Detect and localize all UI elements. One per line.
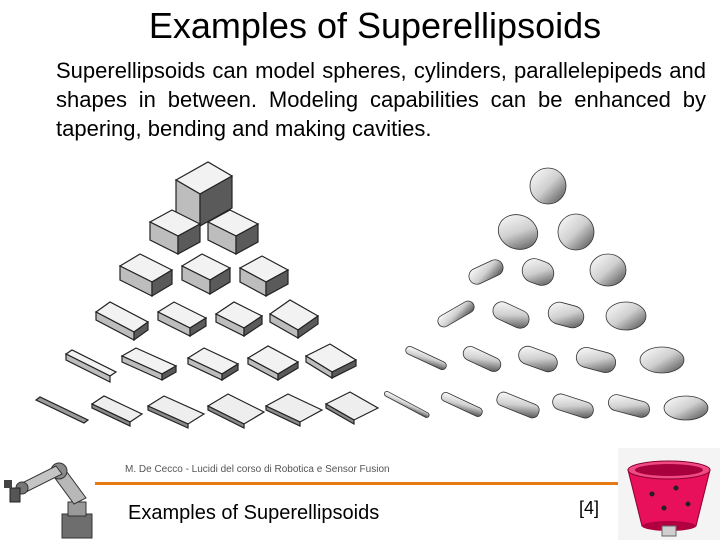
box-superellipsoid-pyramid	[36, 162, 378, 428]
box-shape	[240, 256, 288, 296]
rounded-shape	[461, 344, 503, 374]
box-shape	[66, 350, 116, 382]
box-shape	[188, 348, 238, 380]
box-shape	[120, 254, 172, 296]
rounded-shape	[551, 392, 596, 420]
footer-rule	[95, 482, 620, 485]
box-shape	[122, 348, 176, 380]
pink-bucket-icon	[618, 448, 720, 540]
box-shape	[270, 300, 318, 338]
box-shape	[182, 254, 230, 294]
box-shape	[148, 396, 204, 428]
rounded-shape	[606, 302, 646, 330]
rounded-shape	[516, 344, 560, 375]
rounded-shape	[404, 345, 447, 371]
rounded-shape	[558, 214, 594, 250]
box-shape	[92, 396, 142, 426]
footer-title: Examples of Superellipsoids	[128, 502, 380, 524]
rounded-shape	[590, 254, 626, 286]
rounded-shape	[495, 390, 541, 419]
slide-body-text: Superellipsoids can model spheres, cylinders, parallelepipeds and shapes in between. Modeling capabilities can be enhanced by tapering, bending and making cavities.	[56, 58, 706, 141]
footer-page-ref: [4]	[579, 498, 600, 518]
box-shape	[158, 302, 206, 336]
footer-credit: M. De Cecco - Lucidi del corso di Robotica e Sensor Fusion	[125, 464, 390, 475]
box-shape	[266, 394, 322, 426]
rounded-superellipsoid-pyramid	[384, 168, 708, 420]
rounded-shape	[490, 299, 532, 331]
rounded-shape	[546, 300, 586, 331]
rounded-shape	[519, 255, 557, 288]
box-shape	[96, 302, 148, 340]
box-shape	[208, 394, 264, 428]
robot-arm-icon	[4, 452, 119, 540]
box-shape	[248, 346, 298, 380]
box-shape	[36, 397, 88, 423]
slide-title: Examples of Superellipsoids	[148, 5, 602, 46]
superellipsoid-figure	[0, 150, 720, 450]
rounded-shape	[574, 345, 618, 375]
rounded-shape	[466, 257, 505, 287]
rounded-shape	[664, 396, 708, 420]
rounded-shape	[436, 299, 477, 329]
box-shape	[216, 302, 262, 336]
sphere-shape	[530, 168, 566, 204]
box-shape	[306, 344, 356, 378]
rounded-shape	[607, 393, 652, 419]
box-shape	[326, 392, 378, 424]
rounded-shape	[384, 390, 430, 418]
rounded-shape	[640, 347, 684, 373]
rounded-shape	[440, 391, 484, 418]
rounded-shape	[493, 209, 542, 255]
